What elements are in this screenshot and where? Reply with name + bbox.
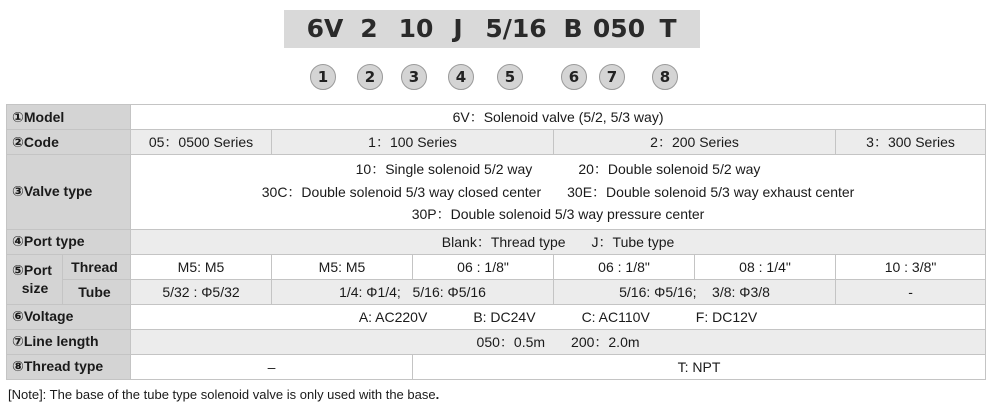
thread-type-none: – bbox=[131, 354, 413, 379]
label-valve-type: ③Valve type bbox=[7, 155, 131, 230]
badge-3: 3 bbox=[401, 64, 427, 90]
footnote-text: [Note]: The base of the tube type solenoid valve is only used with the base bbox=[8, 387, 436, 402]
row-port-size-tube bbox=[7, 279, 986, 304]
valve-type-30p: 30P：Double solenoid 5/3 way pressure center bbox=[411, 206, 705, 223]
ordering-code-table bbox=[6, 104, 986, 380]
tube-size: 5/16: Φ5/16; bbox=[619, 283, 697, 300]
tube-size-pair bbox=[272, 279, 554, 304]
voltage-option: F: DC12V bbox=[695, 308, 758, 325]
tube-size-pair bbox=[554, 279, 836, 304]
valve-type-line-1 bbox=[135, 158, 981, 181]
row-model bbox=[7, 105, 986, 130]
badge-8: 8 bbox=[652, 64, 678, 90]
code-segment-port-size: 5/16 bbox=[485, 14, 547, 43]
row-port-type bbox=[7, 229, 986, 254]
badge-6: 6 bbox=[561, 64, 587, 90]
label-port-type: ④Port type bbox=[7, 229, 131, 254]
tube-size: - bbox=[836, 279, 986, 304]
code-option-300: 3：300 Series bbox=[836, 130, 986, 155]
tube-size: 5/16: Φ5/16 bbox=[412, 283, 486, 300]
label-port-size-line-2: size bbox=[21, 280, 49, 297]
label-voltage: ⑥Voltage bbox=[7, 304, 131, 329]
valve-type-line-3 bbox=[135, 203, 981, 226]
label-line-length: ⑦Line length bbox=[7, 329, 131, 354]
label-thread: Thread bbox=[63, 254, 131, 279]
valve-type-line-2 bbox=[135, 181, 981, 204]
code-segment-line-length: 050 bbox=[592, 14, 646, 43]
value-model: 6V：Solenoid valve (5/2, 5/3 way) bbox=[131, 105, 986, 130]
port-type-thread: Blank：Thread type bbox=[441, 233, 566, 250]
voltage-option: B: DC24V bbox=[473, 308, 536, 325]
badge-2: 2 bbox=[357, 64, 383, 90]
code-segment-code: 2 bbox=[360, 14, 378, 43]
thread-type-npt: T: NPT bbox=[413, 354, 986, 379]
code-segment-model: 6V bbox=[306, 14, 344, 43]
badge-5: 5 bbox=[497, 64, 523, 90]
valve-type-30c: 30C：Double solenoid 5/3 way closed center bbox=[261, 183, 542, 200]
valve-type-10: 10：Single solenoid 5/2 way bbox=[355, 161, 533, 178]
voltage-option: A: AC220V bbox=[358, 308, 428, 325]
value-voltage bbox=[131, 304, 986, 329]
tube-size: 3/8: Φ3/8 bbox=[712, 283, 770, 300]
model-code-bar bbox=[284, 10, 700, 48]
value-line-length bbox=[131, 329, 986, 354]
line-length-option: 200：2.0m bbox=[571, 333, 640, 350]
row-port-size-thread bbox=[7, 254, 986, 279]
code-segment-valve-type: 10 bbox=[398, 14, 434, 43]
row-code bbox=[7, 130, 986, 155]
port-type-tube: J：Tube type bbox=[591, 233, 675, 250]
label-code: ②Code bbox=[7, 130, 131, 155]
valve-type-30e: 30E：Double solenoid 5/3 way exhaust center bbox=[567, 183, 855, 200]
code-segment-voltage: B bbox=[563, 14, 583, 43]
row-line-length bbox=[7, 329, 986, 354]
badge-1: 1 bbox=[310, 64, 336, 90]
code-segment-thread-type: T bbox=[659, 14, 677, 43]
voltage-option: C: AC110V bbox=[581, 308, 650, 325]
code-option-200: 2：200 Series bbox=[554, 130, 836, 155]
row-voltage bbox=[7, 304, 986, 329]
tube-size: 1/4: Φ1/4; bbox=[339, 283, 401, 300]
code-option-0500: 05：0500 Series bbox=[131, 130, 272, 155]
label-thread-type: ⑧Thread type bbox=[7, 354, 131, 379]
label-port-size-line-1: ⑤Port bbox=[12, 262, 52, 279]
row-thread-type bbox=[7, 354, 986, 379]
thread-size: 10 : 3/8" bbox=[836, 254, 986, 279]
valve-type-20: 20：Double solenoid 5/2 way bbox=[578, 161, 761, 178]
label-model: ①Model bbox=[7, 105, 131, 130]
tube-size: 5/32 : Φ5/32 bbox=[131, 279, 272, 304]
thread-size: 06 : 1/8" bbox=[554, 254, 695, 279]
thread-size: M5: M5 bbox=[272, 254, 413, 279]
footnote bbox=[8, 387, 439, 402]
badge-7: 7 bbox=[599, 64, 625, 90]
thread-size: 08 : 1/4" bbox=[695, 254, 836, 279]
code-option-100: 1：100 Series bbox=[272, 130, 554, 155]
thread-size: M5: M5 bbox=[131, 254, 272, 279]
line-length-option: 050：0.5m bbox=[476, 333, 546, 350]
footnote-end: . bbox=[435, 387, 440, 402]
value-valve-type bbox=[131, 155, 986, 230]
value-port-type bbox=[131, 229, 986, 254]
label-port-size bbox=[7, 254, 63, 304]
badge-4: 4 bbox=[448, 64, 474, 90]
label-tube: Tube bbox=[63, 279, 131, 304]
row-valve-type bbox=[7, 155, 986, 230]
thread-size: 06 : 1/8" bbox=[413, 254, 554, 279]
code-segment-port-type: J bbox=[453, 14, 463, 43]
